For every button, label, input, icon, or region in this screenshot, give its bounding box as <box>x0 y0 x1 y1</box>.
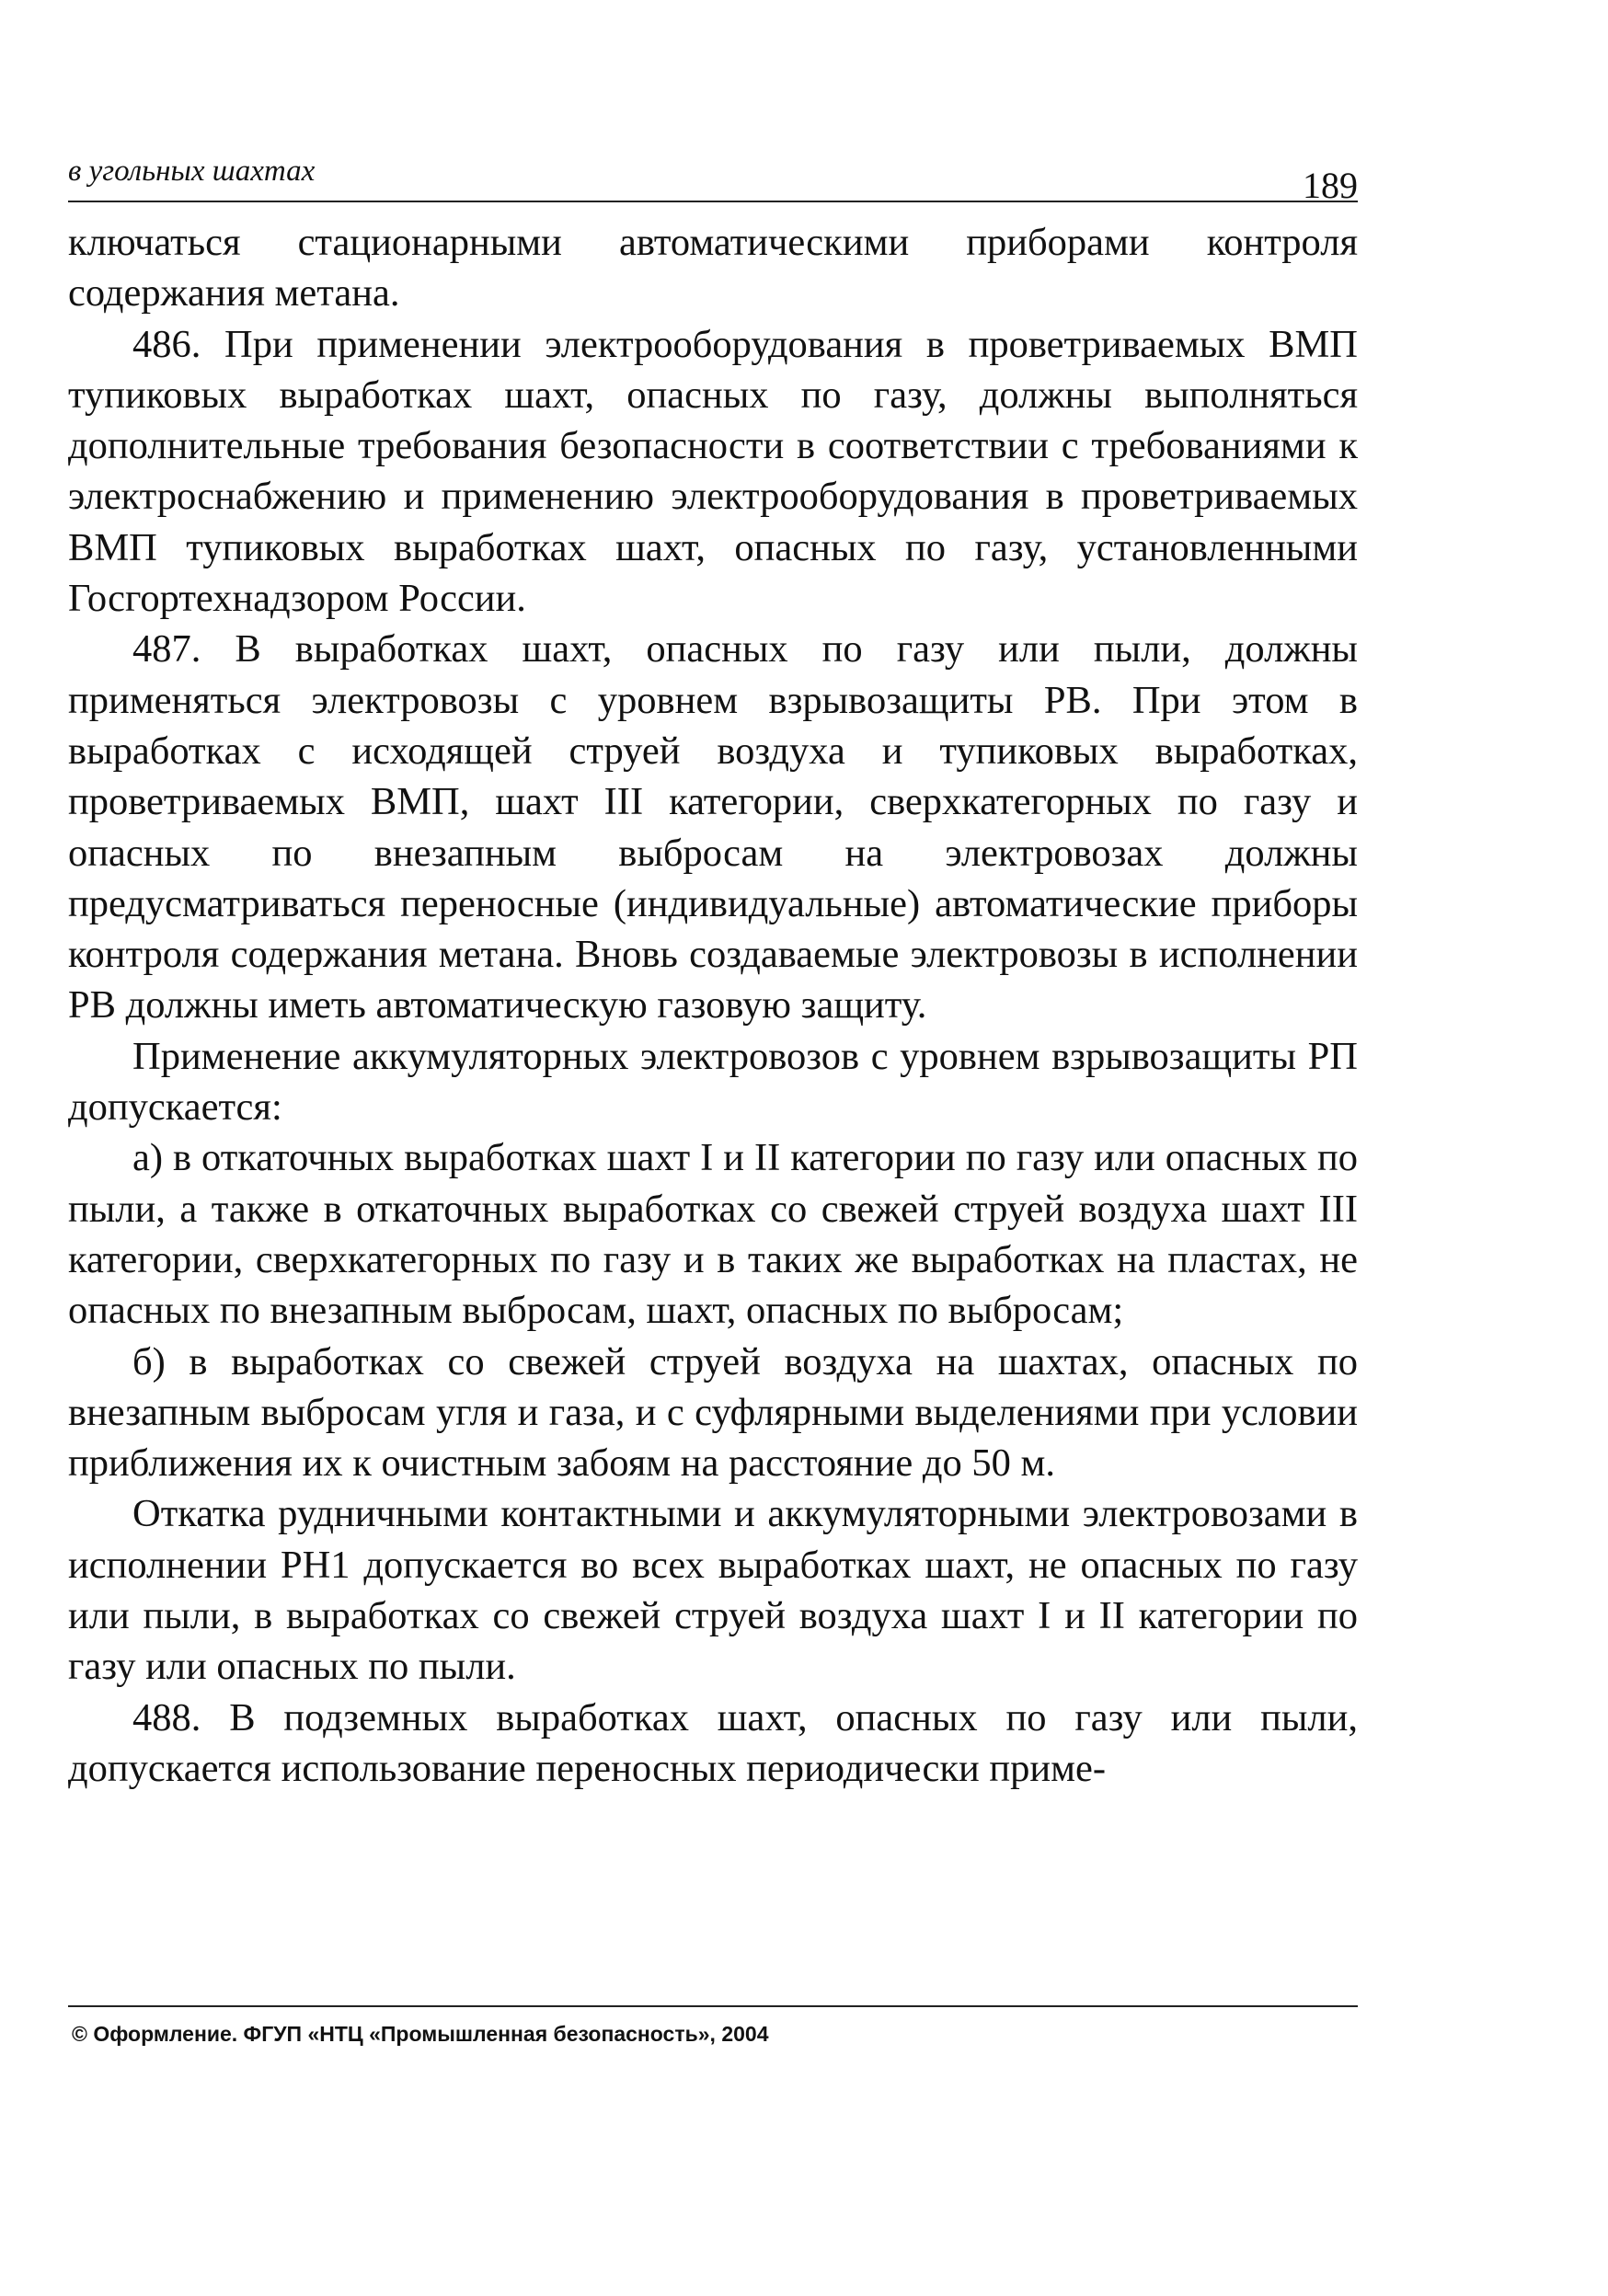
list-item: а) в откаточных выработках шахт I и II категории по газу или опасных по пыли, а также в откаточных выработках со свежей струей воздуха шахт III категории, сверхкатегорных по газу и в таких же выработках на пластах, не опасных по внезапным выбросам, шахт, опасных по выбросам; <box>68 1136 1358 1333</box>
list-item: б) в выработках со свежей струей воздуха на шахтах, опасных по внезапным выбросам угля и газа, и с суфлярными выделениями при условии приближения их к очистным забоям на расстояние до 50 м. <box>68 1339 1358 1486</box>
body-text <box>68 217 1358 1794</box>
paragraph: Применение аккумуляторных электровозов с уровнем взрывозащиты РП допускается: <box>68 1034 1358 1130</box>
paragraph: Откатка рудничными контактными и аккумуляторными электровозами в исполнении РН1 допускается во всех выработках шахт, не опасных по газу или пыли, в выработках со свежей струей воздуха шахт I и II категории по газу или опасных по пыли. <box>68 1492 1358 1689</box>
paragraph: 487. В выработках шахт, опасных по газу или пыли, должны применяться электровозы с уровнем взрывозащиты РВ. При этом в выработках с исходящей струей воздуха и тупиковых выработках, проветриваемых ВМП, шахт III категории, сверхкатегорных по газу и опасных по внезапным выбросам на электровозах должны предусматриваться переносные (индивидуальные) автоматические приборы контроля содержания метана. Вновь создаваемые электровозы в исполнении РВ должны иметь автоматическую газовую защиту. <box>68 627 1358 1027</box>
page-header <box>68 153 1358 206</box>
paragraph: 486. При применении электрооборудования в проветриваемых ВМП тупиковых выработках шахт, опасных по газу, должны выполняться дополнительные требования безопасности в соответствии с требованиями к электроснабжению и применению электрооборудования в проветриваемых ВМП тупиковых выработках шахт, опасных по газу, установленными Госгортехнадзором России. <box>68 322 1358 621</box>
footer-divider <box>68 2005 1358 2007</box>
paragraph: ключаться стационарными автоматическими приборами контроля содержания метана. <box>68 221 1358 316</box>
running-title: в угольных шахтах <box>68 155 316 188</box>
page-number: 189 <box>1303 165 1358 206</box>
paragraph: 488. В подземных выработках шахт, опасных по газу или пыли, допускается использование переносных периодически приме- <box>68 1695 1358 1790</box>
copyright-notice: © Оформление. ФГУП «НТЦ «Промышленная безопасность», 2004 <box>72 2022 769 2046</box>
